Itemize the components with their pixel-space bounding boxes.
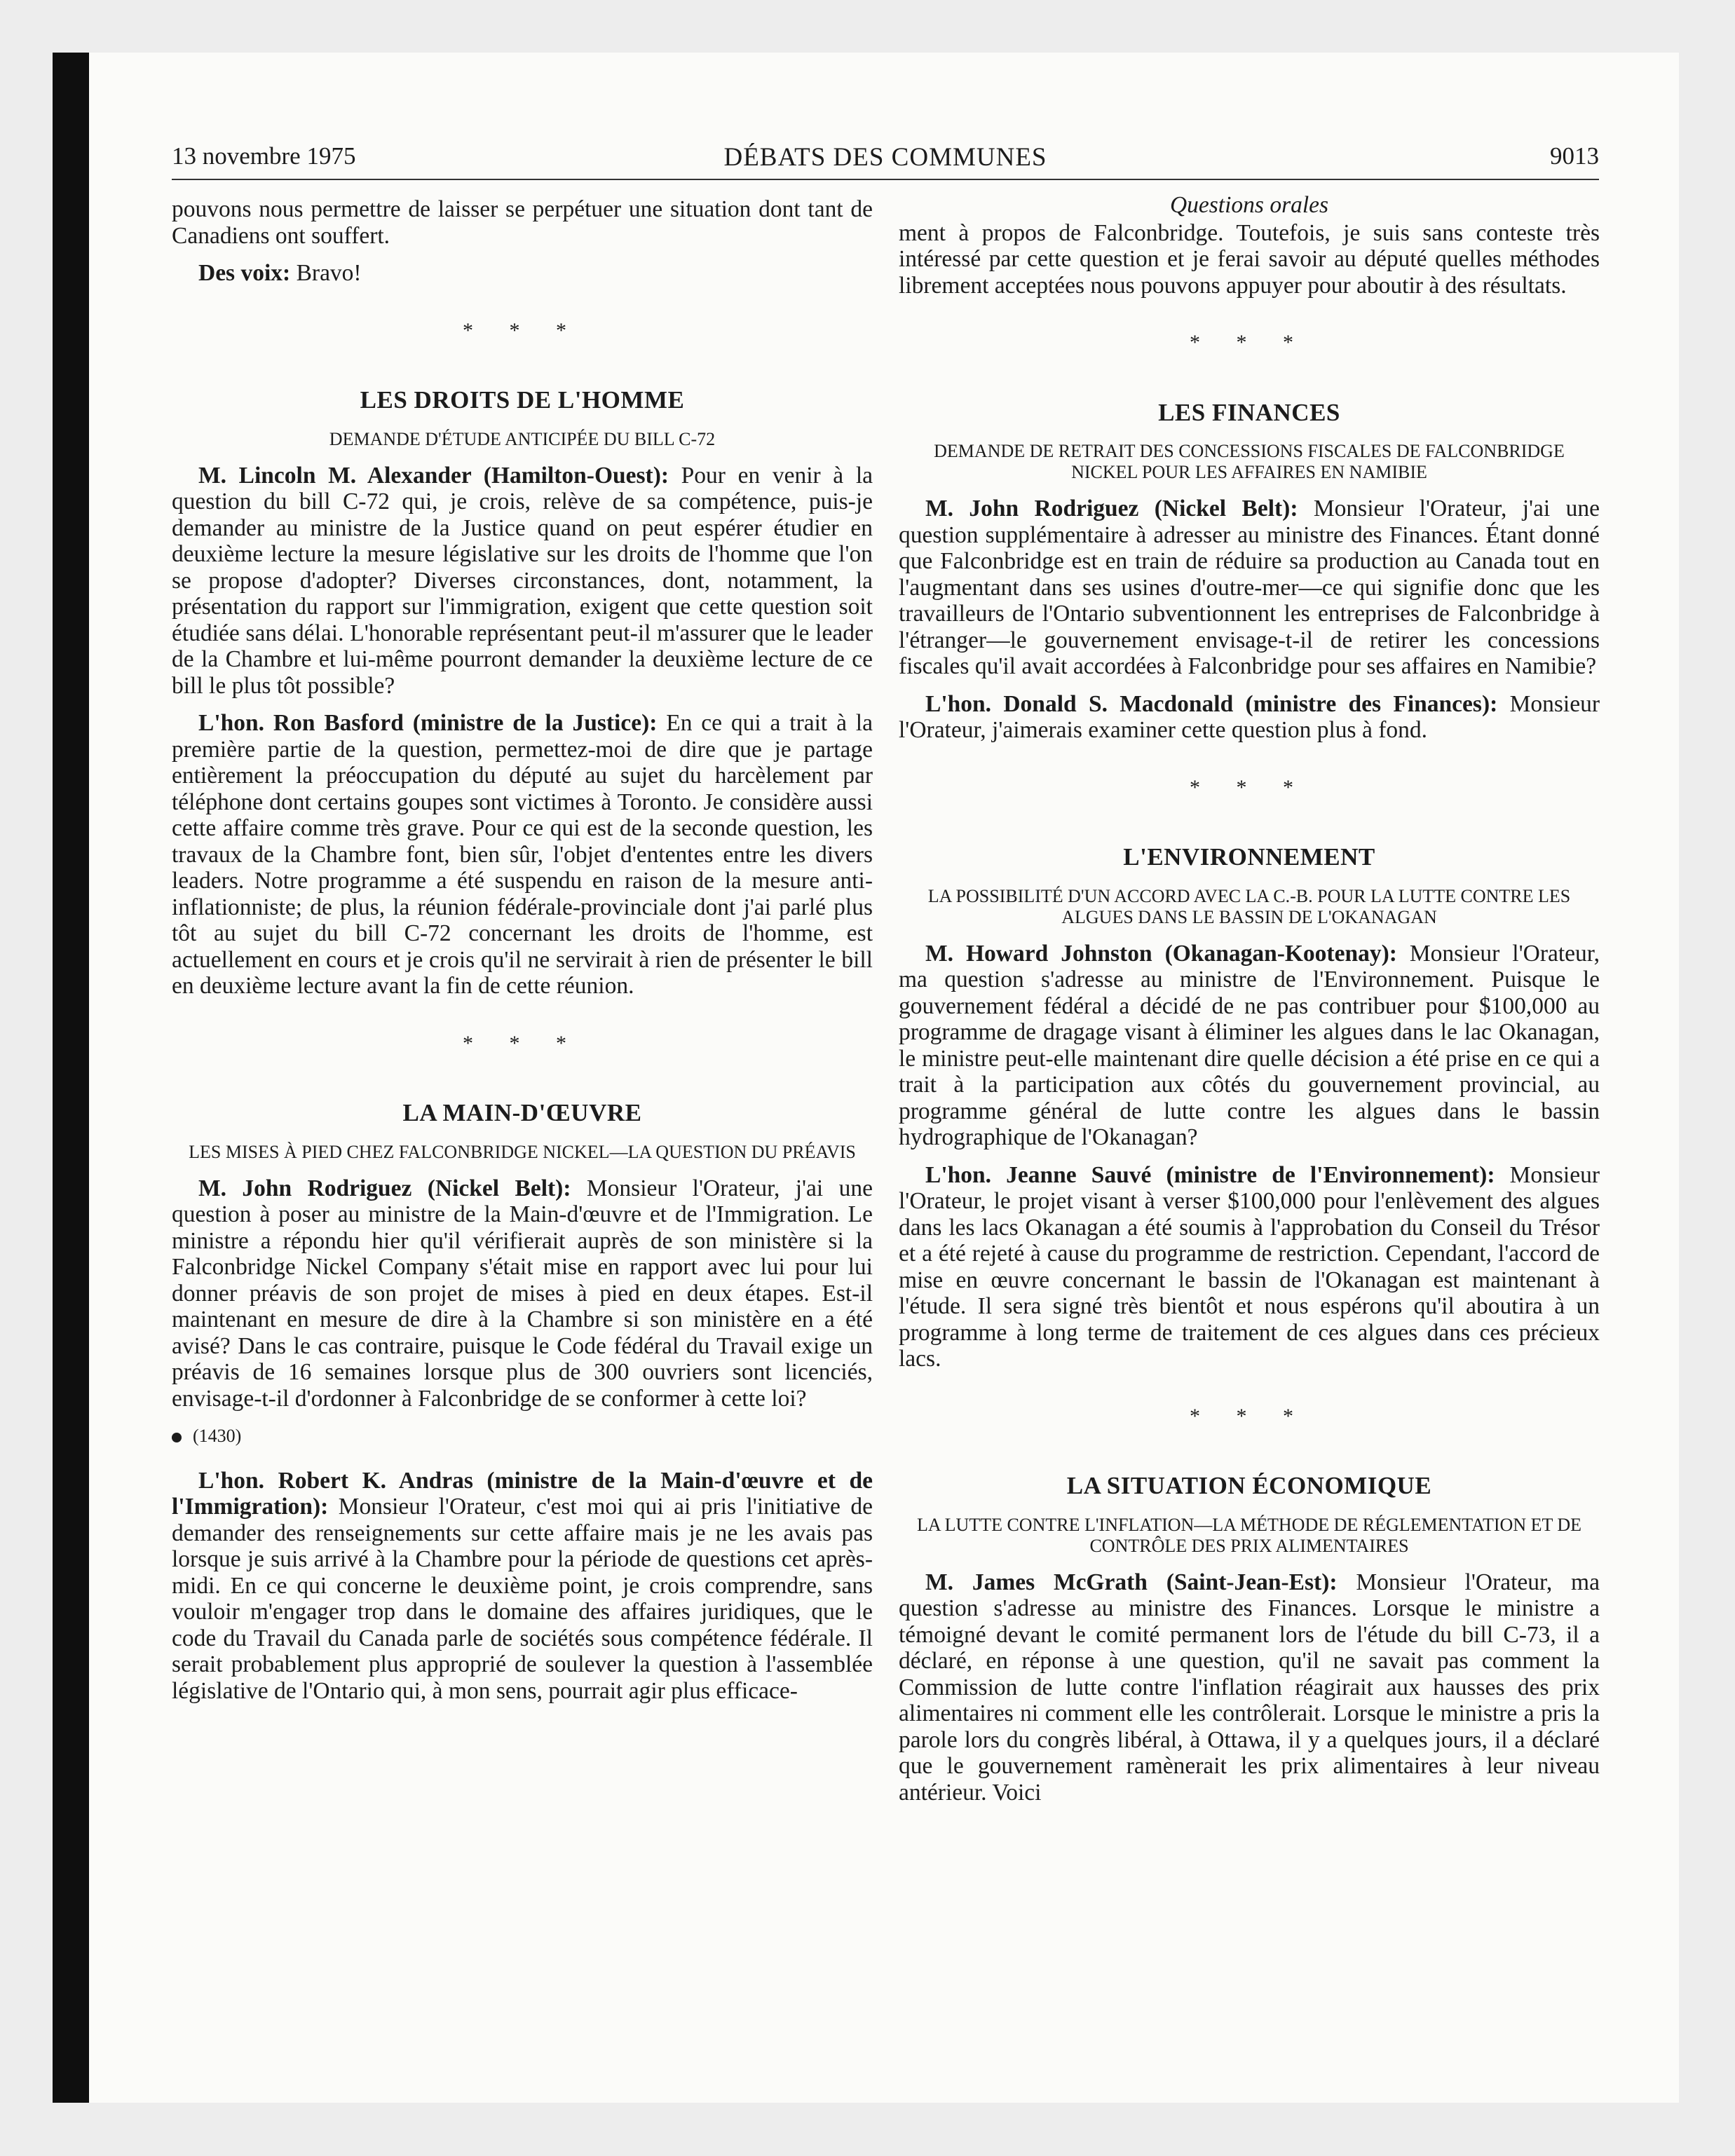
speech-text: Monsieur l'Orateur, c'est moi qui ai pris l'initiative de demander des renseignements sur cette affaire mais je ne les avais pas lorsque je suis arrivé à la Chambre pour la période de questions cet après-midi. En ce qui concerne le deuxième point, je crois comprendre, sans vouloir m'engager trop dans le domaine des affaires juridiques, que le code du Travail du Canada parle de sociétés sous compétence fédérale. Il serait probablement plus approprié de soulever la question à l'assemblée législative de l'Ontario qui, à mon sens, pourrait agir plus efficace-: [172, 1494, 873, 1704]
page-number: 9013: [1550, 142, 1599, 170]
speaker-name: M. John Rodriguez (Nickel Belt):: [925, 496, 1298, 521]
section-separator: * * *: [463, 1031, 582, 1055]
section-title: LES FINANCES: [1158, 398, 1340, 426]
running-head: Questions orales: [1169, 192, 1329, 218]
paragraph: [172, 1175, 873, 1412]
time-marker-label: (1430): [193, 1426, 242, 1446]
section-subtitle: LES MISES À PIED CHEZ FALCONBRIDGE NICKEL—LA QUESTION DU PRÉAVIS: [189, 1141, 856, 1162]
speech-text: Monsieur l'Orateur, ma question s'adresse au ministre des Finances. Lorsque le ministre a témoigné devant le comité permanent lors de l'étude du bill C-73, il a déclaré, en réponse à une question, qu'il ne savait pas comment la Commission de lutte contre l'inflation réagirait aux hausses des prix alimentaires ni comment elle les contrôlerait. Lorsque le ministre a pris la parole lors du congrès libéral, à Ottawa, il y a quelques jours, il a déclaré que le gouvernement ramènerait les prix alimentaires à leur niveau antérieur. Voici: [899, 1569, 1600, 1806]
speaker-name: L'hon. Robert K. Andras (ministre de la Main-d'œuvre et de l'Immigration):: [172, 1467, 873, 1520]
speaker-name: M. Lincoln M. Alexander (Hamilton-Ouest):: [198, 462, 669, 489]
paragraph: [899, 496, 1600, 680]
left-column: [172, 196, 873, 1715]
speaker-name: M. James McGrath (Saint-Jean-Est):: [925, 1569, 1338, 1595]
right-column: [899, 192, 1600, 1817]
paragraph: [899, 1162, 1600, 1372]
speech-text: Monsieur l'Orateur, le projet visant à verser $100,000 pour l'enlèvement des algues dans les lacs Okanagan a été soumis à l'approbation du Conseil du Trésor et a été rejeté à cause du programme de restriction. Cependant, l'accord de mise en œuvre concernant le bassin de l'Okanagan est maintenant à l'étude. Il sera signé très bientôt et nous espérons qu'il aboutira à un programme à long terme de traitement de ces algues dans ces précieux lacs.: [899, 1161, 1600, 1372]
paragraph: ment à propos de Falconbridge. Toutefois, je suis sans conteste très intéressé par cette question et je ferai savoir au député quelles méthodes librement acceptées nous pouvons appuyer pour aboutir à des résultats.: [899, 219, 1600, 299]
paragraph: [899, 691, 1600, 744]
paragraph: pouvons nous permettre de laisser se perpétuer une situation dont tant de Canadiens ont souffert.: [172, 196, 873, 249]
section-title: LA MAIN-D'ŒUVRE: [402, 1099, 642, 1126]
speech-text: Monsieur l'Orateur, j'ai une question supplémentaire à adresser au ministre des Finances. Étant donné que Falconbridge est en train de réduire sa production au Canada tout en l'augmentant dans ses usines d'outre-mer—ce qui signifie donc que les travailleurs de l'Ontario subventionnent les entreprises de Falconbridge à l'étranger—le gouvernement envisage-t-il de retirer les concessions fiscales qu'il avait accordées à Falconbridge pour ses affaires en Namibie?: [899, 496, 1600, 679]
header-date: 13 novembre 1975: [172, 142, 356, 170]
paragraph: [899, 941, 1600, 1151]
paragraph: [172, 710, 873, 999]
section-subtitle: LA POSSIBILITÉ D'UN ACCORD AVEC LA C.-B. POUR LA LUTTE CONTRE LES ALGUES DANS LE BASSIN DE L'OKANAGAN: [927, 885, 1571, 927]
header-title: DÉBATS DES COMMUNES: [723, 143, 1047, 172]
section-title: LA SITUATION ÉCONOMIQUE: [1066, 1472, 1432, 1499]
paragraph: [172, 463, 873, 700]
speaker-name: L'hon. Ron Basford (ministre de la Justice):: [198, 710, 658, 736]
speaker-name: L'hon. Jeanne Sauvé (ministre de l'Environnement):: [925, 1161, 1495, 1188]
speech-text: Monsieur l'Orateur, j'aimerais examiner cette question plus à fond.: [899, 690, 1600, 743]
scan-margin: [0, 0, 53, 2156]
page: [89, 53, 1679, 2103]
section-subtitle: DEMANDE D'ÉTUDE ANTICIPÉE DU BILL C-72: [329, 428, 716, 449]
running-header: [172, 142, 1599, 180]
speech-text: Monsieur l'Orateur, j'ai une question à poser au ministre de la Main-d'œuvre et de l'Immigration. Le ministre a répondu hier qu'il vérifierait auprès de son ministère si la Falconbridge Nickel Company s'était mise en rapport avec lui pour lui donner préavis de son projet de mises à pied en deux étapes. Est-il maintenant en mesure de dire à la Chambre si son ministère en a été avisé? Dans le cas contraire, puisque le Code fédéral du Travail exige un préavis de 16 semaines lorsque plus de 300 ouvriers sont licenciés, envisage-t-il d'ordonner à Falconbridge de se conformer à cette loi?: [172, 1175, 873, 1412]
speaker-name: M. Howard Johnston (Okanagan-Kootenay):: [925, 940, 1397, 967]
section-separator: * * *: [1190, 1404, 1309, 1428]
section-separator: * * *: [1190, 775, 1309, 799]
bullet-icon: [172, 1433, 182, 1442]
paragraph: [899, 1569, 1600, 1806]
speech-text: Monsieur l'Orateur, ma question s'adresse au ministre de l'Environnement. Puisque le gouvernement fédéral a décidé de ne pas contribuer pour $100,000 au programme de dragage visant à éliminer les algues dans le lac Okanagan, le ministre peut-elle maintenant dire quelle décision a été prise en ce qui a trait à la participation aux côtés du gouvernement provincial, au programme général de lutte contre les algues dans le bassin hydrographique de l'Okanagan?: [899, 940, 1600, 1150]
section-title: LES DROITS DE L'HOMME: [360, 386, 685, 414]
section-separator: * * *: [463, 318, 582, 342]
scan-binding-edge: [53, 53, 89, 2103]
paragraph: [172, 260, 873, 287]
section-title: L'ENVIRONNEMENT: [1123, 843, 1375, 871]
section-subtitle: LA LUTTE CONTRE L'INFLATION—LA MÉTHODE DE RÉGLEMENTATION ET DE CONTRÔLE DES PRIX ALIMENTAIRES: [916, 1514, 1582, 1556]
speech-text: Bravo!: [290, 260, 362, 286]
paragraph: [172, 1468, 873, 1705]
speaker-name: L'hon. Donald S. Macdonald (ministre des Finances):: [925, 690, 1498, 717]
time-marker: [172, 1423, 873, 1449]
section-subtitle: DEMANDE DE RETRAIT DES CONCESSIONS FISCALES DE FALCONBRIDGE NICKEL POUR LES AFFAIRES EN NAMIBIE: [934, 441, 1565, 482]
section-separator: * * *: [1190, 331, 1309, 354]
speaker-name: Des voix:: [198, 260, 291, 286]
speech-text: En ce qui a trait à la première partie de la question, permettez-moi de dire que je partage entièrement la préoccupation du député au sujet du harcèlement par téléphone dont certains goupes sont victimes à Toronto. Je considère aussi cette affaire comme très grave. Pour ce qui est de la seconde question, les travaux de la Chambre font, bien sûr, l'objet d'ententes entre les divers leaders. Notre programme a été suspendu en raison de la mesure anti-inflationniste; de plus, la réunion fédérale-provinciale dont j'ai parlé plus tôt au sujet du bill C-72 concernant les droits de l'homme, est actuellement en cours et je crois qu'il ne servirait à rien de présenter le bill en deuxième lecture avant la fin de cette réunion.: [172, 710, 873, 999]
speaker-name: M. John Rodriguez (Nickel Belt):: [198, 1175, 571, 1201]
speech-text: Pour en venir à la question du bill C-72 qui, je crois, relève de sa compétence, puis-je demander au ministre de la Justice quand on peut espérer étudier en deuxième lecture la mesure législative sur les droits de l'homme que l'on se propose d'adopter? Diverses circonstances, dont, notamment, la présentation du rapport sur l'immigration, exigent que cette question soit étudiée sans délai. L'honorable représentant peut-il m'assurer que le leader de la Chambre et lui-même pourront demander la deuxième lecture de ce bill le plus tôt possible?: [172, 462, 873, 699]
